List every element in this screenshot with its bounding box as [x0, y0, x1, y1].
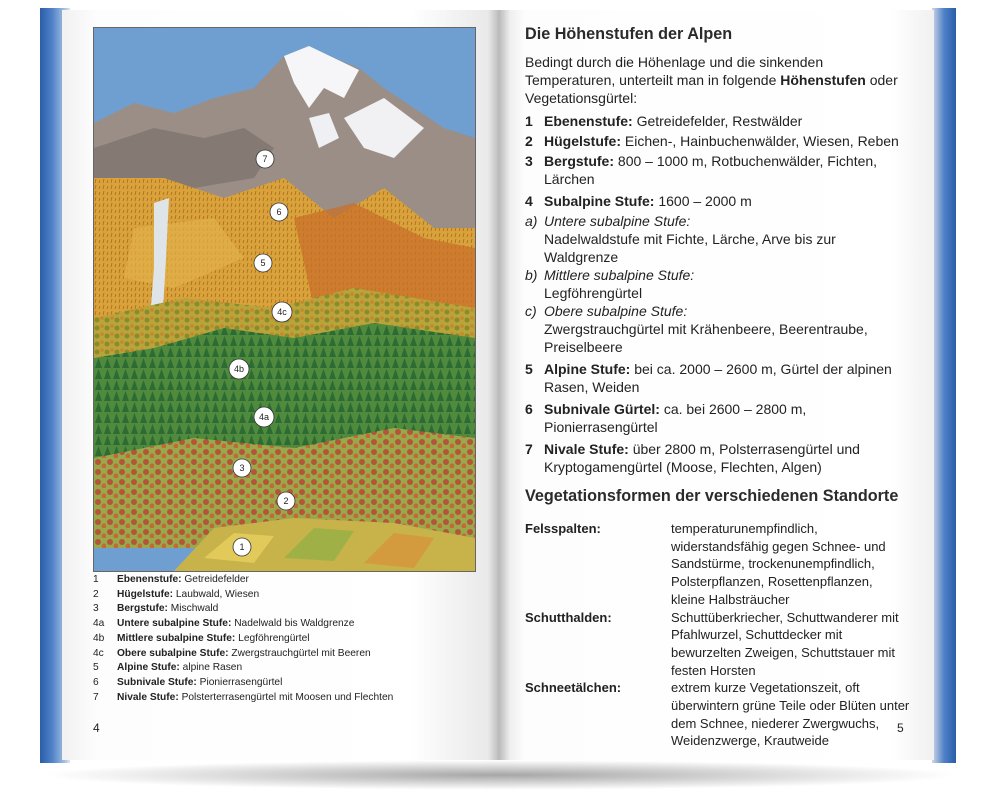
legend-row: [93, 632, 488, 647]
intro-text-bold: Höhenstufen: [780, 72, 866, 88]
section-subtitle: Vegetationsformen der verschiedenen Standorte: [525, 487, 899, 505]
level-number: 3: [525, 153, 533, 169]
marker-4a: [254, 407, 274, 427]
sublevel-desc: Legföhrengürtel: [544, 285, 643, 301]
legend-number: 6: [93, 676, 99, 688]
level-item: [525, 360, 910, 396]
book-gutter: [488, 10, 510, 760]
vegetation-definition: temperaturunempfindlich, widerstandsfähig gegen Schnee- und Sandstürme, trockenunempfindlich, Polsterpflanzen, Rosettenpflanzen, kleine Halbsträucher: [671, 521, 886, 607]
svg-text:6: 6: [276, 207, 282, 217]
svg-text:4c: 4c: [277, 307, 287, 317]
level-text: 1600 – 2000 m: [658, 193, 752, 209]
illustration-legend: [93, 573, 488, 705]
legend-number: 4b: [93, 632, 105, 644]
level-label: Nivale Stufe:: [544, 441, 629, 457]
legend-desc: Getreidefelder: [184, 574, 249, 585]
mountain-illustration: [93, 27, 476, 572]
level-number: 7: [525, 441, 533, 457]
level-label: Subalpine Stufe:: [544, 193, 655, 209]
svg-text:7: 7: [262, 154, 268, 164]
legend-number: 4c: [93, 647, 104, 659]
page-title: Die Höhenstufen der Alpen: [525, 25, 733, 43]
sublevel-letter: b): [525, 267, 538, 283]
right-page-content: [525, 24, 910, 750]
altitude-levels-list: [525, 112, 910, 476]
marker-7: [256, 150, 274, 168]
level-number: 1: [525, 113, 533, 129]
legend-number: 7: [93, 691, 99, 703]
level-label: Alpine Stufe:: [544, 361, 631, 377]
level-label: Bergstufe:: [544, 153, 615, 169]
legend-desc: Mischwald: [170, 603, 219, 615]
marker-1: [233, 538, 251, 556]
legend-term: Mittlere subalpine Stufe:: [117, 632, 236, 644]
level-text: über 2800 m, Polsterrasengürtel und Kryptogamengürtel (Moose, Flechten, Algen): [544, 441, 860, 475]
legend-number: 5: [93, 662, 99, 674]
level-item: [525, 440, 910, 476]
legend-desc: Pionierrasengürtel: [199, 676, 283, 688]
legend-row: [93, 588, 488, 603]
legend-row: [93, 602, 488, 617]
marker-6: [270, 203, 288, 221]
legend-term: Subnivale Stufe:: [117, 676, 197, 688]
level-item: [525, 152, 910, 188]
vegetation-definition: extrem kurze Vegetationszeit, oft überwintern grüne Teile oder Blüten unter dem Schnee, niederer Zwergwuchs, Weidenzwerge, Krautweide: [671, 680, 910, 749]
svg-text:1: 1: [239, 542, 245, 552]
svg-text:3: 3: [239, 463, 245, 473]
level-item: [525, 132, 910, 150]
page-number-left: 4: [93, 721, 100, 735]
marker-4c: [272, 302, 292, 322]
level-text: Eichen-, Hainbuchenwälder, Wiesen, Reben: [624, 133, 899, 149]
legend-term: Bergstufe:: [117, 603, 168, 615]
sublevel-label: Mittlere subalpine Stufe:: [544, 267, 695, 283]
book-shadow: [40, 760, 960, 790]
legend-desc: Zwergstrauchgürtel mit Beeren: [231, 647, 371, 659]
sublevel-desc: Nadelwaldstufe mit Fichte, Lärche, Arve bis zur Waldgrenze: [544, 231, 836, 265]
legend-row: [93, 573, 488, 588]
svg-text:2: 2: [283, 496, 289, 506]
legend-term: Alpine Stufe:: [117, 662, 180, 674]
marker-4b: [229, 359, 249, 379]
vegetation-row: [525, 609, 910, 680]
vegetation-definition: Schuttüberkriecher, Schuttwanderer mit Pfahlwurzel, Schuttdecker mit bewurzelten Zweigen, Schuttstauer mit festen Horsten: [671, 609, 899, 678]
page-number-right: 5: [897, 721, 904, 735]
sublevel-letter: a): [525, 213, 538, 229]
legend-desc: Legföhrengürtel: [238, 632, 310, 644]
sublevel-desc: Zwergstrauchgürtel mit Krähenbeere, Beerentraube, Preiselbeere: [544, 321, 868, 355]
sublevel-label: Obere subalpine Stufe:: [544, 303, 688, 319]
svg-text:4b: 4b: [233, 364, 245, 374]
level-item: [525, 192, 910, 210]
level-number: 4: [525, 193, 533, 209]
legend-term: Hügelstufe:: [117, 588, 174, 600]
sublevel-item: [525, 212, 910, 266]
legend-number: 4a: [93, 618, 105, 630]
legend-row: [93, 661, 488, 676]
level-label: Ebenenstufe:: [544, 113, 633, 129]
vegetation-row: [525, 520, 910, 609]
marker-2: [277, 492, 295, 510]
level-item: [525, 400, 910, 436]
legend-row: [93, 676, 488, 691]
level-text: bei ca. 2000 – 2600 m, Gürtel der alpinen Rasen, Weiden: [544, 361, 892, 395]
sublevel-item: [525, 302, 910, 356]
legend-row: [93, 617, 488, 632]
level-text: Getreidefelder, Restwälder: [636, 113, 803, 129]
svg-text:4a: 4a: [258, 412, 270, 422]
marker-5: [254, 254, 272, 272]
sublevel-letter: c): [525, 303, 537, 319]
sublevel-item: [525, 266, 910, 302]
vegetation-term: Schutthalden:: [525, 609, 612, 625]
level-item: [525, 112, 910, 130]
marker-3: [233, 459, 251, 477]
level-number: 2: [525, 133, 533, 149]
vegetation-term: Schneetälchen:: [525, 680, 622, 696]
book-cover-right: [932, 8, 956, 763]
level-number: 5: [525, 361, 533, 377]
vegetation-definitions: [525, 520, 910, 750]
vegetation-term: Felsspalten:: [525, 521, 601, 536]
legend-number: 1: [93, 574, 99, 585]
intro-paragraph: [525, 53, 910, 107]
legend-term: Ebenenstufe:: [117, 574, 182, 585]
legend-row: [93, 647, 488, 662]
legend-term: Obere subalpine Stufe:: [117, 647, 229, 659]
level-text: 800 – 1000 m, Rotbuchenwälder, Fichten, Lärchen: [544, 153, 878, 187]
legend-desc: alpine Rasen: [182, 662, 243, 674]
legend-row: [93, 691, 488, 706]
intro-text-start: Bedingt durch die Höhenlage und die sinkenden Temperaturen, unterteilt man in folgende: [525, 54, 824, 88]
legend-term: Nivale Stufe:: [117, 691, 179, 703]
legend-number: 2: [93, 588, 99, 600]
level-number: 6: [525, 401, 533, 417]
sublevel-label: Untere subalpine Stufe:: [544, 213, 691, 229]
intro-text-end: oder Vegetationsgürtel:: [525, 72, 898, 106]
legend-desc: Laubwald, Wiesen: [175, 588, 260, 600]
svg-text:5: 5: [260, 258, 266, 268]
legend-desc: Polsterterrasengürtel mit Moosen und Flechten: [181, 691, 394, 703]
level-text: ca. bei 2600 – 2800 m, Pionierrasengürtel: [544, 401, 807, 435]
level-label: Subnivale Gürtel:: [544, 401, 660, 417]
level-label: Hügelstufe:: [544, 133, 621, 149]
legend-number: 3: [93, 603, 99, 615]
vegetation-row: [525, 679, 910, 750]
legend-desc: Nadelwald bis Waldgrenze: [234, 618, 355, 630]
legend-term: Untere subalpine Stufe:: [117, 618, 232, 630]
